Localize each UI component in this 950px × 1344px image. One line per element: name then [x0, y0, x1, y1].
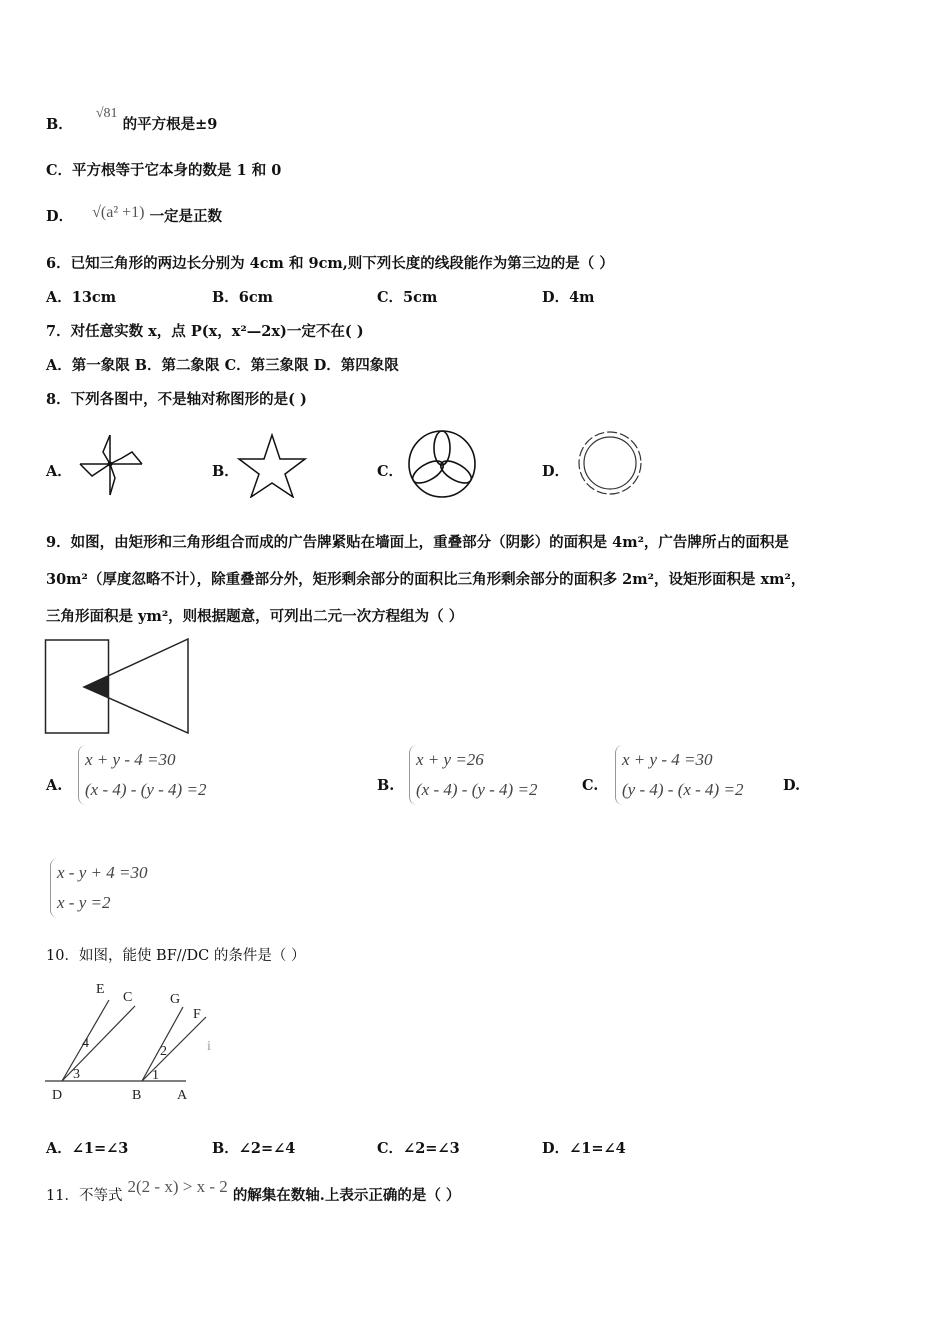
q9-option-d-system — [50, 858, 147, 918]
q9-stem-line-2: 30m²（厚度忽略不计），除重叠部分外，矩形剩余部分的面积比三角形剩余部分的面积多 2m²，设矩形面积是 xm²， — [46, 571, 806, 588]
equation: x + y - 4 =30 — [85, 750, 176, 769]
q10-stem: 10．如图，能使 BF//DC 的条件是（ ） — [46, 948, 306, 964]
label-f: F — [193, 1007, 201, 1022]
q10-option-a: A．∠1=∠3 — [46, 1140, 129, 1157]
q9-option-a-label: A. — [46, 777, 63, 794]
q6-option-b: B．6cm — [212, 289, 274, 306]
q9-option-b-label: B. — [377, 777, 395, 794]
angle-3: 3 — [73, 1067, 80, 1082]
label-d: D — [52, 1088, 63, 1103]
stray-mark: i — [207, 1039, 211, 1054]
parallel-lines-figure — [40, 975, 240, 1110]
rectangle-triangle-figure — [44, 637, 194, 737]
q8-option-c: C． — [377, 463, 404, 480]
label-b: B — [132, 1088, 142, 1103]
q7-options: A．第一象限 B．第二象限 C．第三象限 D．第四象限 — [46, 357, 399, 374]
option-text: 一定是正数 — [149, 208, 223, 225]
option-label: B． — [46, 116, 73, 133]
q5-option-c — [46, 161, 281, 181]
q8-stem: 8．下列各图中，不是轴对称图形的是( ) — [46, 391, 307, 408]
inequality-math: 2(2 - x) > x - 2 — [127, 1177, 228, 1196]
equation: x - y + 4 =30 — [57, 863, 148, 882]
sqrt-a2-plus-1-math: √(a² +1) — [92, 204, 145, 221]
circle-trefoil-icon — [405, 428, 480, 500]
label-e: E — [96, 982, 105, 997]
star-icon — [237, 433, 307, 498]
q11-stem — [46, 1177, 461, 1206]
option-label: C． — [46, 162, 73, 179]
angle-1: 1 — [152, 1068, 159, 1083]
equation: (y - 4) - (x - 4) =2 — [622, 780, 744, 799]
q8-option-a: A． — [46, 463, 72, 480]
q9-option-b-system — [409, 745, 537, 805]
q9-stem-line-1: 9．如图，由矩形和三角形组合而成的广告牌紧贴在墙面上，重叠部分（阴影）的面积是 4m²，广告牌所占的面积是 — [46, 534, 789, 551]
q11-prefix: 11．不等式 — [46, 1188, 123, 1204]
q10-option-d: D．∠1=∠4 — [542, 1140, 626, 1157]
q10-option-c: C．∠2=∠3 — [377, 1140, 460, 1157]
q11-suffix: 的解集在数轴.上表示正确的是（ ） — [232, 1187, 461, 1204]
option-text: 的平方根是±9 — [122, 116, 218, 133]
q5-option-d — [46, 204, 223, 227]
equation: x + y =26 — [416, 750, 484, 769]
q9-option-c-system — [615, 745, 743, 805]
angle-4: 4 — [82, 1036, 89, 1051]
q9-option-c-label: C. — [582, 777, 599, 794]
q9-option-d-label: D. — [783, 777, 801, 794]
option-text: 平方根等于它本身的数是 1 和 0 — [72, 162, 282, 179]
q7-stem: 7．对任意实数 x，点 P(x，x²—2x)一定不在( ) — [46, 323, 364, 340]
q9-option-a-system — [78, 745, 206, 805]
q6-option-d: D．4m — [542, 289, 595, 306]
q5-option-b — [46, 106, 218, 136]
equation: x - y =2 — [57, 893, 111, 912]
q9-stem-line-3: 三角形面积是 ym²，则根据题意，可列出二元一次方程组为（ ） — [46, 608, 464, 625]
q6-option-c: C．5cm — [377, 289, 438, 306]
q8-option-b: B． — [212, 463, 239, 480]
q6-stem: 6．已知三角形的两边长分别为 4cm 和 9cm,则下列长度的线段能作为第三边的是（ ） — [46, 255, 614, 272]
label-g: G — [170, 992, 181, 1007]
equation: (x - 4) - (y - 4) =2 — [85, 780, 207, 799]
pinwheel-icon — [70, 430, 150, 500]
q8-option-d: D． — [542, 463, 570, 480]
angle-2: 2 — [160, 1044, 167, 1059]
label-c: C — [123, 990, 133, 1005]
q10-option-b: B．∠2=∠4 — [212, 1140, 296, 1157]
q6-option-a: A．13cm — [46, 289, 117, 306]
label-a: A — [177, 1088, 188, 1103]
equation: (x - 4) - (y - 4) =2 — [416, 780, 538, 799]
equation: x + y - 4 =30 — [622, 750, 713, 769]
sqrt-81-math: √81 — [95, 106, 118, 121]
flower-circle-icon — [570, 426, 650, 500]
option-label: D． — [46, 208, 74, 225]
